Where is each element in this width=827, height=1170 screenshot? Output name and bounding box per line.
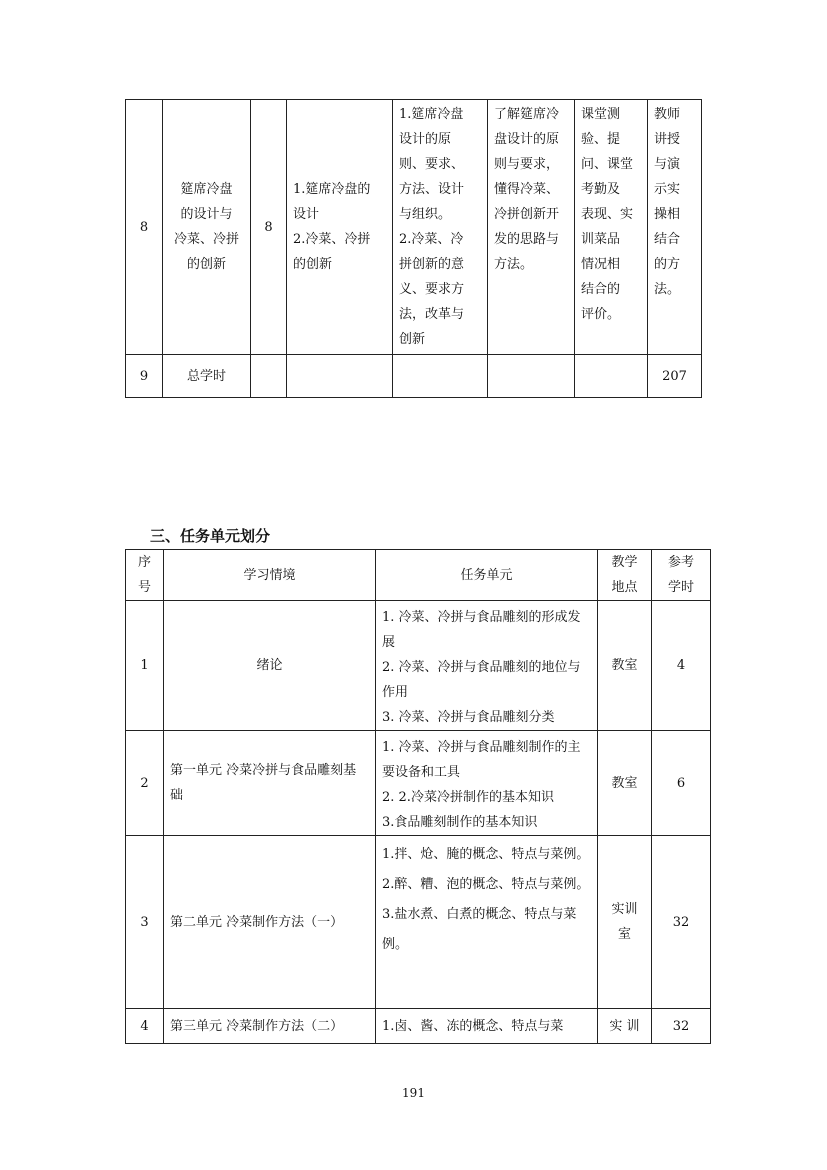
goal-cell <box>488 355 575 398</box>
unit-list <box>376 601 598 731</box>
table-row <box>126 601 711 731</box>
method-text: 教师 讲授 与演 示实 操相 结合 的方 法。 <box>654 107 681 297</box>
page-number: 191 <box>402 1086 425 1100</box>
unit-item: 3. 冷菜、冷拼与食品雕刻分类 <box>382 710 555 725</box>
learning-situation: 第一单元 冷菜冷拼与食品雕刻基础 <box>170 763 357 803</box>
row-number: 3 <box>126 836 164 1009</box>
table-row <box>126 1009 711 1044</box>
situation-cell <box>164 1009 376 1044</box>
table-row <box>126 355 702 398</box>
unit-item: 2. 冷菜、冷拼与食品雕刻的地位与作用 <box>382 660 581 700</box>
table-row <box>126 836 711 1009</box>
unit-item: 1.拌、炝、腌的概念、特点与菜例。 <box>382 847 590 862</box>
content-text: 1.筵席冷盘 设计的原 则、要求、 方法、设计 与组织。 2.冷菜、冷 拼创新的意 义、要求方 法，改革与 创新 <box>399 107 465 347</box>
reference-hours: 6 <box>652 731 711 836</box>
assessment-cell <box>575 100 648 355</box>
row-number: 9 <box>126 355 163 398</box>
task-unit-table <box>125 549 711 1044</box>
unit-item: 1. 冷菜、冷拼与食品雕刻的形成发展 <box>382 610 581 650</box>
unit-item: 1.卤、酱、冻的概念、特点与菜 <box>382 1018 564 1034</box>
header-situation: 学习情境 <box>164 550 376 601</box>
row-number: 2 <box>126 731 164 836</box>
learning-situation: 总学时 <box>163 355 251 398</box>
teaching-place: 教室 <box>598 731 652 836</box>
unit-list <box>376 836 598 1009</box>
header-hours: 参考 学时 <box>652 550 711 601</box>
reference-hours: 4 <box>652 601 711 731</box>
task-text: 1.筵席冷盘的 设计 2.冷菜、冷拼 的创新 <box>293 182 371 272</box>
learning-situation: 绪论 <box>164 601 376 731</box>
learning-situation: 第二单元 冷菜制作方法（一） <box>170 914 344 930</box>
teaching-place: 教室 <box>598 601 652 731</box>
table-row <box>126 731 711 836</box>
learning-situation: 筵席冷盘 的设计与 冷菜、冷拼 的创新 <box>163 100 251 355</box>
situation-cell <box>164 731 376 836</box>
situation-cell <box>164 836 376 1009</box>
header-unit: 任务单元 <box>376 550 598 601</box>
reference-hours: 32 <box>652 1009 711 1044</box>
header-row <box>126 550 711 601</box>
unit-item: 2.醉、糟、泡的概念、特点与菜例。 <box>382 877 590 892</box>
row-number: 1 <box>126 601 164 731</box>
row-number: 4 <box>126 1009 164 1044</box>
task-cell <box>287 100 393 355</box>
header-number: 序 号 <box>126 550 164 601</box>
unit-item: 1. 冷菜、冷拼与食品雕刻制作的主要设备和工具 <box>382 740 581 780</box>
unit-list <box>376 731 598 836</box>
reference-hours: 32 <box>652 836 711 1009</box>
row-number: 8 <box>126 100 163 355</box>
section-title: 三、任务单元划分 <box>150 527 271 545</box>
table-row <box>126 100 702 355</box>
unit-item: 3.食品雕刻制作的基本知识 <box>382 815 538 830</box>
task-cell <box>287 355 393 398</box>
learning-situation: 第三单元 冷菜制作方法（二） <box>170 1018 344 1034</box>
header-place: 教学 地点 <box>598 550 652 601</box>
teaching-place: 实训 室 <box>598 836 652 1009</box>
teaching-place: 实 训 <box>598 1009 652 1044</box>
hours <box>251 355 287 398</box>
unit-item: 3.盐水煮、白煮的概念、特点与菜例。 <box>382 907 577 952</box>
method-cell <box>648 100 702 355</box>
content-cell <box>393 355 488 398</box>
content-cell <box>393 100 488 355</box>
hours: 8 <box>251 100 287 355</box>
total-hours: 207 <box>648 355 702 398</box>
assessment-text: 课堂测 验、提 问、课堂 考勤及 表现、实 训菜品 情况相 结合的 评价。 <box>581 107 634 322</box>
unit-list <box>376 1009 598 1044</box>
assessment-cell <box>575 355 648 398</box>
course-plan-table <box>125 99 702 398</box>
goal-text: 了解筵席冷 盘设计的原 则与要求， 懂得冷菜、 冷拼创新开 发的思路与 方法。 <box>494 107 560 272</box>
unit-item: 2. 2.冷菜冷拼制作的基本知识 <box>382 790 554 805</box>
goal-cell <box>488 100 575 355</box>
